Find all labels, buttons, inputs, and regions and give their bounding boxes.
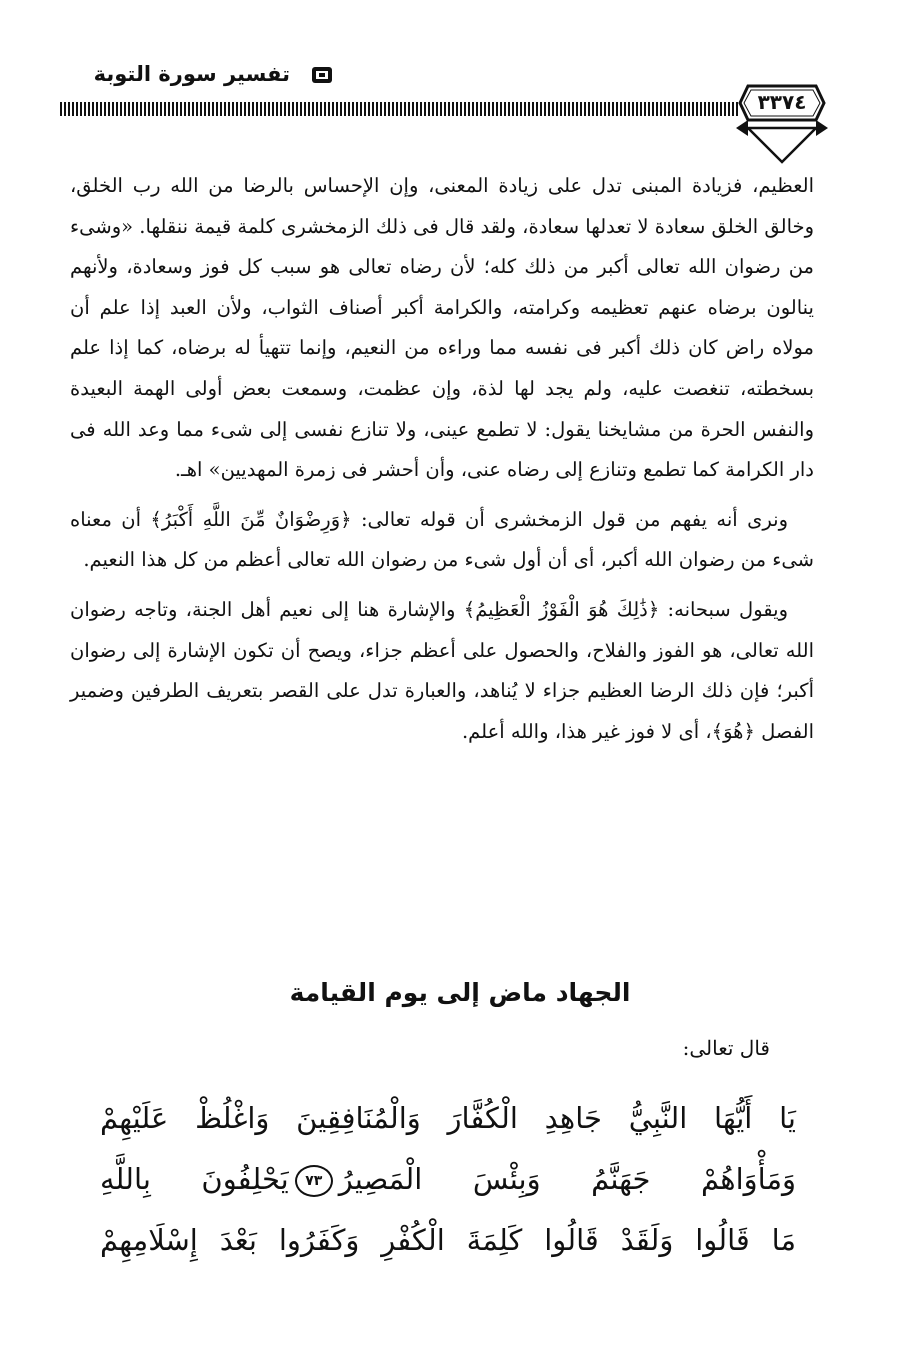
verse-line: يَا أَيُّهَا النَّبِيُّ جَاهِدِ الْكُفَّارَ وَالْمُنَافِقِينَ وَاغْلُظْ عَلَيْهِمْ <box>100 1101 796 1135</box>
page-number-badge <box>736 78 828 164</box>
ornament-icon <box>309 64 335 86</box>
paragraph: ونرى أنه يفهم من قول الزمخشرى أن قوله تعالى: ﴿وَرِضْوَانٌ مِّنَ اللَّهِ أَكْبَرُ﴾ أن معناه شىء من رضوان الله أكبر، أى أن أول شىء من رضوان الله تعالى أعظم من كل هذا النعيم. <box>70 507 814 572</box>
verse-segment: يَحْلِفُونَ بِاللَّهِ <box>100 1162 289 1196</box>
running-head-title: تفسير سورة التوبة <box>93 62 290 86</box>
page-number: ٣٣٧٤ <box>757 90 807 114</box>
verse-line: مَا قَالُوا وَلَقَدْ قَالُوا كَلِمَةَ الْكُفْرِ وَكَفَرُوا بَعْدَ إِسْلَامِهِمْ <box>100 1223 796 1257</box>
paragraph: ويقول سبحانه: ﴿ذَٰلِكَ هُوَ الْفَوْزُ الْعَظِيمُ﴾ والإشارة هنا إلى نعيم أهل الجنة، وتاجه رضوان الله تعالى، هو الفوز والفلاح، والحصول على أعظم جزاء، ويصح أن تكون الإشارة إلى رضوان أكبر؛ فإن ذلك الرضا العظيم جزاء لا يُناهد، والعبارة تدل على القصر بتعريف الطرفين وضمير الفصل ﴿هُوَ﴾، أى لا فوز غير هذا، والله أعلم. <box>70 597 814 743</box>
verse-line <box>100 1149 796 1210</box>
quran-verses <box>100 1088 796 1271</box>
section-heading: الجهاد ماض إلى يوم القيامة <box>289 978 631 1007</box>
ayah-number-marker: ٧٣ <box>295 1165 333 1197</box>
header-rule <box>60 102 740 116</box>
paragraph: العظيم، فزيادة المبنى تدل على زيادة المعنى، وإن الإحساس بالرضا من الله رب الخلق، وخالق الخلق سعادة لا تعدلها سعادة، ولقد قال فى ذلك الزمخشرى كلمة قيمة ننقلها. «وشىء من رضوان الله تعالى أكبر من ذلك كله؛ لأن رضاه تعالى هو سبب كل فوز وسعادة، ولأنهم ينالون برضاه عنهم تعظيمه وكرامته، والكرامة أكبر أصناف الثواب، ولأن العبد إذا علم أن مولاه راض كان ذلك أكبر فى نفسه مما وراءه من النعيم، وإنما تتهيأ له برضاه، كما إذا علم بسخطته، تنغصت عليه، ولم يجد لها لذة، وإن عظمت، وسمعت بعض أولى الهمة البعيدة والنفس الحرة من مشايخنا يقول: لا تطمع عينى، ولا تنازع نفسى إلى شىء مما وعد الله فى دار الكرامة كما تطمع وتنازع إلى رضاه عنى، وأن أحشر فى زمرة المهديين» اهـ. <box>70 174 814 482</box>
quran-intro: قال تعالى: <box>682 1036 770 1060</box>
verse-segment: وَمَأْوَاهُمْ جَهَنَّمُ وَبِئْسَ الْمَصِيرُ <box>338 1162 797 1196</box>
commentary-text <box>70 166 814 761</box>
